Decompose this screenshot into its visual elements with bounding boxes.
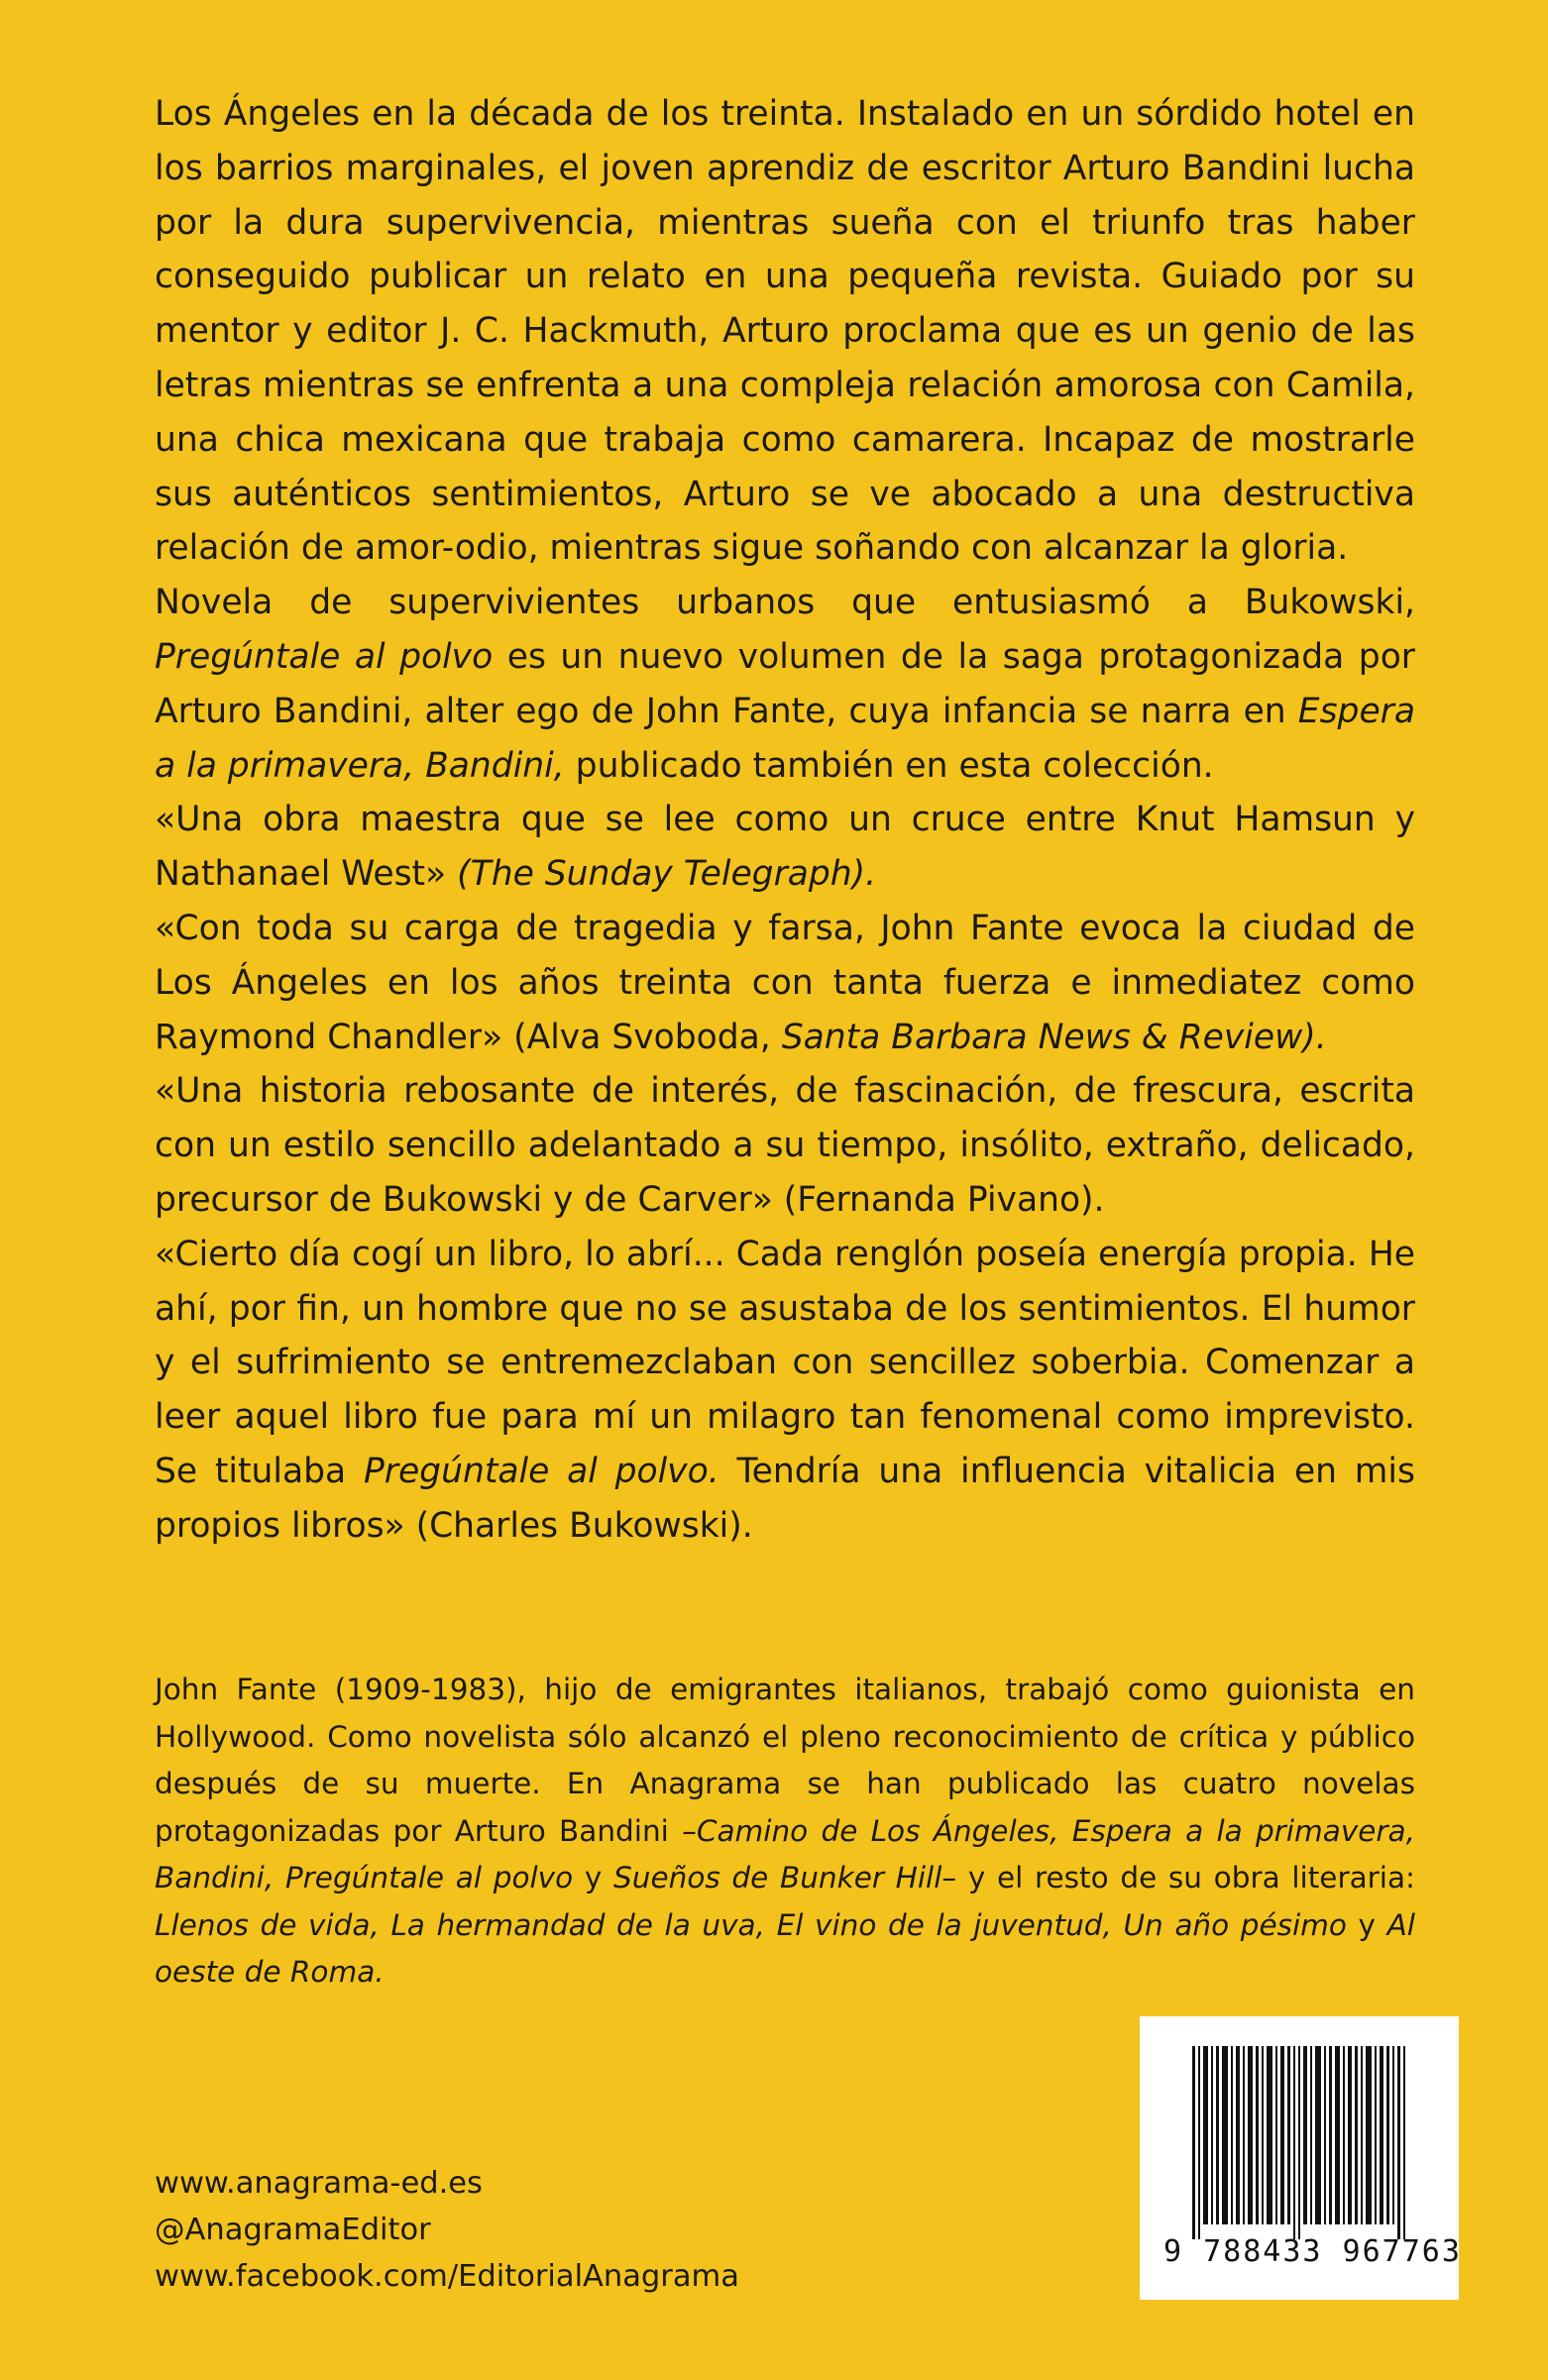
bio-text: y el resto de su obra literaria:: [956, 1861, 1415, 1894]
book-title: Espera a la primavera, Bandini,: [155, 691, 1415, 786]
quote-source: Santa Barbara News & Review).: [781, 1017, 1327, 1057]
synopsis-text: Los Ángeles en la década de los treinta. Instalado en un sórdido hotel en los barrios marginales, el joven aprendiz de escritor Arturo Bandini lucha por la dura supervivencia, mientras sueña con el triunfo tras haber conseguido publicar un relato en una pequeña revista. Guiado por su mentor y editor J. C. Hackmuth, Arturo proclama que es un genio de las letras mientras se enfrenta a una compleja relación amorosa con Camila, una chica mexicana que trabaja como camarera. Incapaz de mostrarle sus auténticos sentimientos, Arturo se ve abocado a una destructiva relación de amor-odio, mientras sigue soñando con alcanzar la gloria.: [155, 94, 1415, 569]
book-title: Pregúntale al polvo: [155, 636, 494, 677]
quote-text: «Con toda su carga de tragedia y farsa, John Fante evoca la ciudad de Los Ángeles en los años treinta con tanta fuerza e inmediatez como Raymond Chandler» (Alva Svoboda,: [155, 908, 1415, 1057]
book-title: Pregúntale al polvo.: [363, 1451, 719, 1491]
quote-2: [155, 902, 1415, 1064]
quote-text: Tendría una influencia vitalicia en mis propios libros» (Charles Bukowski).: [155, 1451, 1415, 1546]
twitter-handle: @AnagramaEditor: [155, 2213, 431, 2247]
quote-source: (The Sunday Telegraph).: [457, 854, 877, 895]
isbn-barcode: [1140, 2016, 1462, 2300]
bio-text: John Fante (1909-1983), hijo de emigrantes italianos, trabajó como guionista en Hollywood. Como novelista sólo alcanzó el pleno reconocimiento de crítica y público después de su muerte. En Anagrama se han publicado las cuatro novelas protagonizadas por Arturo Bandini: [155, 1673, 1415, 1848]
synopsis-text: es un nuevo volumen de la saga protagonizada por Arturo Bandini, alter ego de John Fante, cuya infancia se narra en: [155, 636, 1415, 731]
isbn-digits: 9 788433 967763: [1163, 2234, 1462, 2269]
publisher-links: [155, 2160, 967, 2300]
synopsis-text: publicado también en esta colección.: [564, 745, 1214, 786]
bio-text: y: [1346, 1907, 1387, 1942]
synopsis-text: Novela de supervivientes urbanos que entusiasmó a Bukowski,: [155, 583, 1415, 623]
quote-text: «Cierto día cogí un libro, lo abrí... Cada renglón poseía energía propia. He ahí, por fin, un hombre que no se asustaba de los sentimientos. El humor y el sufrimiento se entremezclaban con sencillez soberbia. Comenzar a leer aquel libro fue para mí un milagro tan fenomenal como imprevisto. Se titulaba: [155, 1234, 1415, 1491]
facebook-link: www.facebook.com/EditorialAnagrama: [155, 2259, 739, 2294]
quote-4: [155, 1228, 1415, 1554]
quote-text: «Una obra maestra que se lee como un cruce entre Knut Hamsun y Nathanael West»: [155, 800, 1415, 895]
book-titles: Sueños de Bunker Hill–: [613, 1861, 957, 1894]
book-titles: –Camino de Los Ángeles, Espera a la primavera, Bandini, Pregúntale al polvo: [155, 1813, 1416, 1894]
book-titles: Llenos de vida, La hermandad de la uva, El vino de la juventud, Un año pésimo: [155, 1907, 1347, 1942]
synopsis-paragraph-2: [155, 576, 1415, 793]
quote-1: [155, 793, 1415, 902]
quote-3: [155, 1064, 1415, 1227]
website-link: www.anagrama-ed.es: [155, 2166, 483, 2201]
synopsis-paragraph-1: [155, 87, 1415, 576]
author-bio: [155, 1667, 1415, 1997]
quote-text: «Una historia rebosante de interés, de fascinación, de frescura, escrita con un estilo sencillo adelantado a su tiempo, insólito, extraño, delicado, precursor de Bukowski y de Carver» (Fernanda Pivano).: [155, 1071, 1415, 1220]
book-titles: Al oeste de Roma.: [155, 1907, 1415, 1989]
synopsis-block: [155, 87, 1415, 1554]
author-bio-paragraph: [155, 1667, 1415, 1997]
bio-text: y: [573, 1861, 614, 1894]
